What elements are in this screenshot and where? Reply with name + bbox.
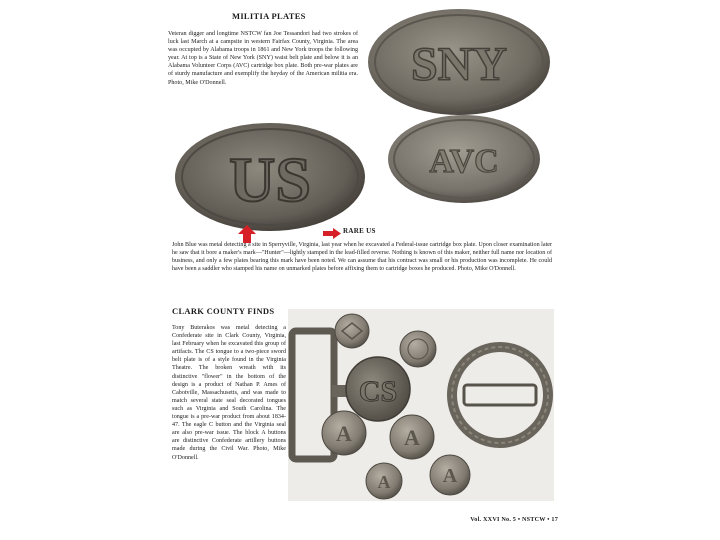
- svg-text:A: A: [377, 472, 391, 492]
- artillery-button-4: [430, 455, 470, 495]
- svg-text:A: A: [404, 425, 420, 450]
- artillery-button-2: [390, 415, 434, 459]
- eagle-button: [335, 314, 369, 348]
- svg-text:A: A: [442, 465, 458, 487]
- artillery-button-3: [366, 463, 402, 499]
- clark-body-text: Tony Buterakos was metal detecting a Confederate site in Clark County, Virginia, last February when he excavated this group of artifacts. The CS tongue to a two-piece sword belt plate is of a style found in the Virginia Theatre. The broken wreath with its distinctive "flower" in the bottom of the design is a product of Nathan P. Ames of Cabotville, Massachusetts, and was made to match several state seal decorated tongues such as Virginia and South Carolina. The tongue is a pre-war product from about 1834-47. The eagle C button and the Virginia seal are also pre-war issue. The block A buttons are distinctive Confederate artillery buttons made during the Civil War. Photo, Mike O'Donnell.: [172, 325, 286, 461]
- virginia-seal-button: [400, 331, 436, 367]
- sny-plate-letters: SNY: [410, 38, 508, 91]
- svg-text:A: A: [336, 421, 352, 446]
- page-footer: Vol. XXVI No. 5 • NSTCW • 17: [470, 516, 558, 523]
- avc-plate-letters: AVC: [429, 143, 499, 180]
- cs-tongue-letters: CS: [358, 375, 398, 408]
- clark-artifacts-photo: [288, 309, 554, 501]
- avc-plate-photo: [385, 112, 543, 206]
- rare-us-label: RARE US: [343, 227, 376, 235]
- rare-us-caption: John Blue was metal detecting a site in Sperryville, Virginia, last year when he excavated a Federal-issue cartridge box plate. Upon closer examination later he saw that it bore a maker's mark—"Hunter"—lightly stamped in the lead-filled reverse. Nothing is known of this maker, neither full name nor location of business, and only a few plates bearing this mark have been noted. We can assume that his contract was small or his production was incomplete. He could have been a saddler who stamped his name on unmarked plates before affixing them to cartridge boxes he produced. Photo, Mike O'Donnell.: [172, 242, 552, 273]
- clark-heading: CLARK COUNTY FINDS: [172, 306, 275, 316]
- militia-heading: MILITIA PLATES: [232, 11, 306, 21]
- us-plate-photo: [172, 121, 368, 233]
- sny-plate-photo: [365, 6, 553, 118]
- us-plate-letters: US: [229, 144, 311, 215]
- militia-body-text: Veteran digger and longtime NSTCW fan Joe Tessandori had two strokes of luck last March at a campsite in western Fairfax County, Virginia. The area was occupied by Alabama troops in 1861 and New York troops the following year. At top is a State of New York (SNY) waist belt plate and below it is an Alabama Volunteer Corps (AVC) cartridge box plate. Both pre-war plates are of sturdy manufacture and exemplify the heyday of the American militia era. Photo, Mike O'Donnell.: [168, 31, 358, 86]
- artillery-button-1: [322, 411, 366, 455]
